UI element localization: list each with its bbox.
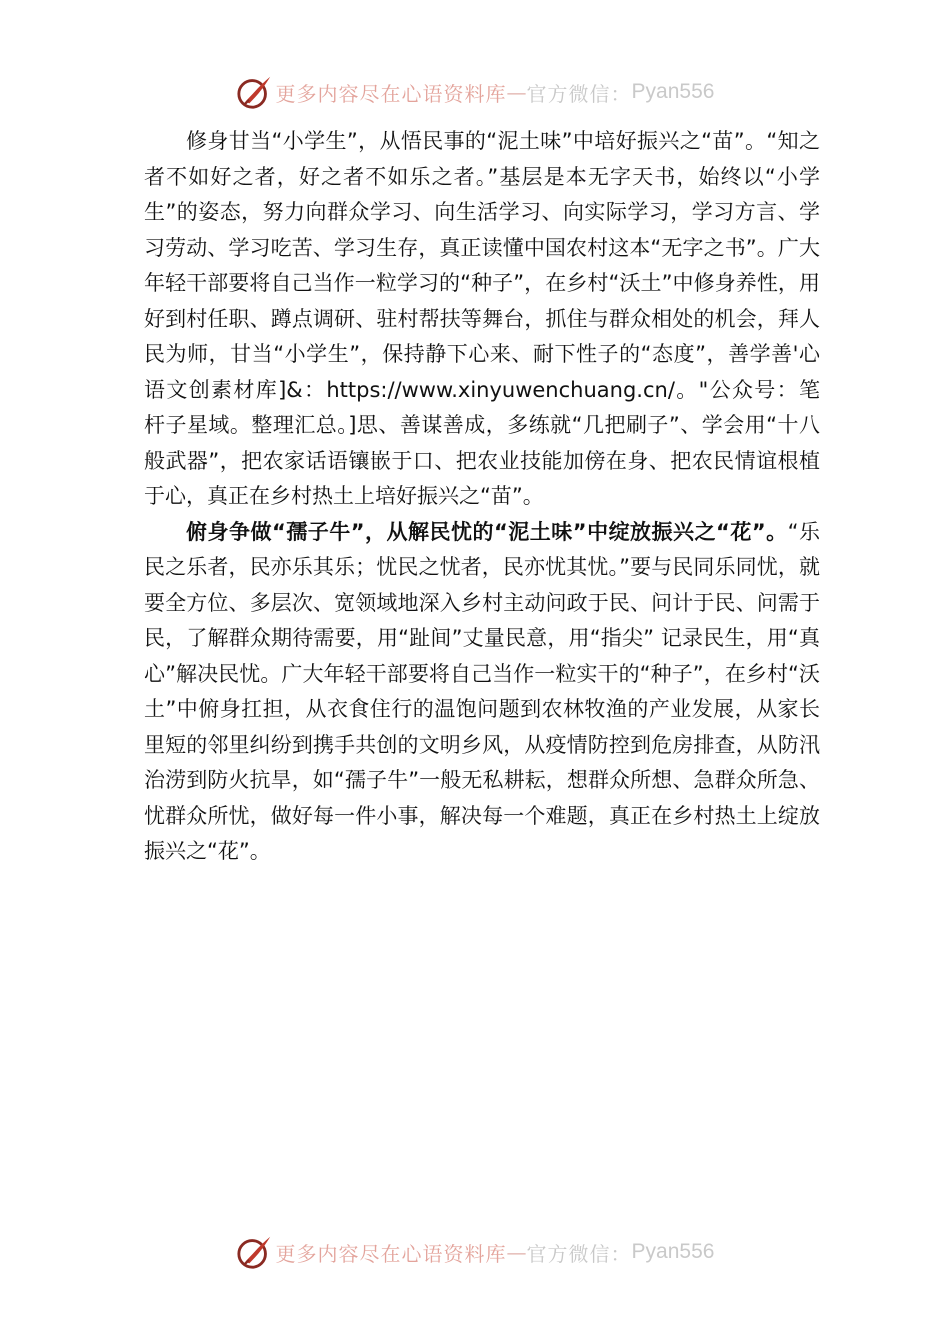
paragraph-2-lead: 俯身争做“孺子牛”，从解民忧的“泥土味”中绽放振兴之“花”。 <box>186 519 788 544</box>
watermark-wechat-id: Pyan556 <box>631 1240 715 1263</box>
watermark-separator: — <box>506 80 527 104</box>
paragraph-2-body: “乐民之乐者，民亦乐其乐；忧民之忧者，民亦忧其忧。”要与民同乐同忧，就要全方位、多层次、宽领域地深入乡村主动问政于民、问计于民、问需于民，了解群众期待需要，用“趾间”丈量民意，用“指尖” 记录民生，用“真心”解决民忧。广大年轻干部要将自己当作一粒实干的“种子”，在乡村“沃土”中俯身扛担，从衣食住行的温饱问题到农林牧渔的产业发展，从家长里短的邻里纠纷到携手共创的文明乡风，从疫情防控到危房排查，从防汛治涝到防火抗旱，如“孺子牛”一般无私耕耘，想群众所想、急群众所急、忧群众所忧，做好每一件小事，解决每一个难题，真正在乡村热土上绽放振兴之“花”。 <box>144 519 820 863</box>
paragraph-1-body: “知之者不如好之者，好之者不如乐之者。”基层是本无字天书，始终以“小学生”的姿态，努力向群众学习、向生活学习、向实际学习，学习方言、学习劳动、学习吃苦、学习生存，真正读懂中国农村这本“无字之书”。广大年轻干部要将自己当作一粒学习的“种子”，在乡村“沃土”中修身养性，用好到村任职、蹲点调研、驻村帮扶等舞台，抓住与群众相处的机会，拜人民为师，甘当“小学生”，保持静下心来、耐下性子的“态度”，善学善'心语文创素材库]&：https://www.xinyuwenchuang.cn/。"公众号：笔杆子星域。整理汇总。]思、善谋善成，多练就“几把刷子”、学会用“十八般武器”，把农家话语镶嵌于口、把农业技能加傍在身、把农民情谊根植于心，真正在乡村热土上培好振兴之“苗”。 <box>144 129 820 508</box>
document-body <box>144 124 820 870</box>
watermark-main-text: 更多内容尽在心语资料库 <box>275 81 507 106</box>
watermark-wechat-label: 官方微信： <box>526 1241 632 1266</box>
watermark-wechat-id: Pyan556 <box>631 80 715 103</box>
paragraph-2 <box>144 515 820 870</box>
paragraph-1 <box>144 124 820 515</box>
quill-pen-circle-icon <box>236 73 274 111</box>
quill-pen-circle-icon <box>236 1233 274 1271</box>
watermark-separator: — <box>506 1240 527 1264</box>
watermark-main-text: 更多内容尽在心语资料库 <box>275 1241 507 1266</box>
paragraph-1-lead: 修身甘当“小学生”，从悟民事的“泥土味”中培好振兴之“苗”。 <box>186 129 767 153</box>
watermark-wechat-label: 官方微信： <box>526 81 632 106</box>
footer-watermark <box>0 1230 950 1274</box>
header-watermark <box>0 70 950 114</box>
